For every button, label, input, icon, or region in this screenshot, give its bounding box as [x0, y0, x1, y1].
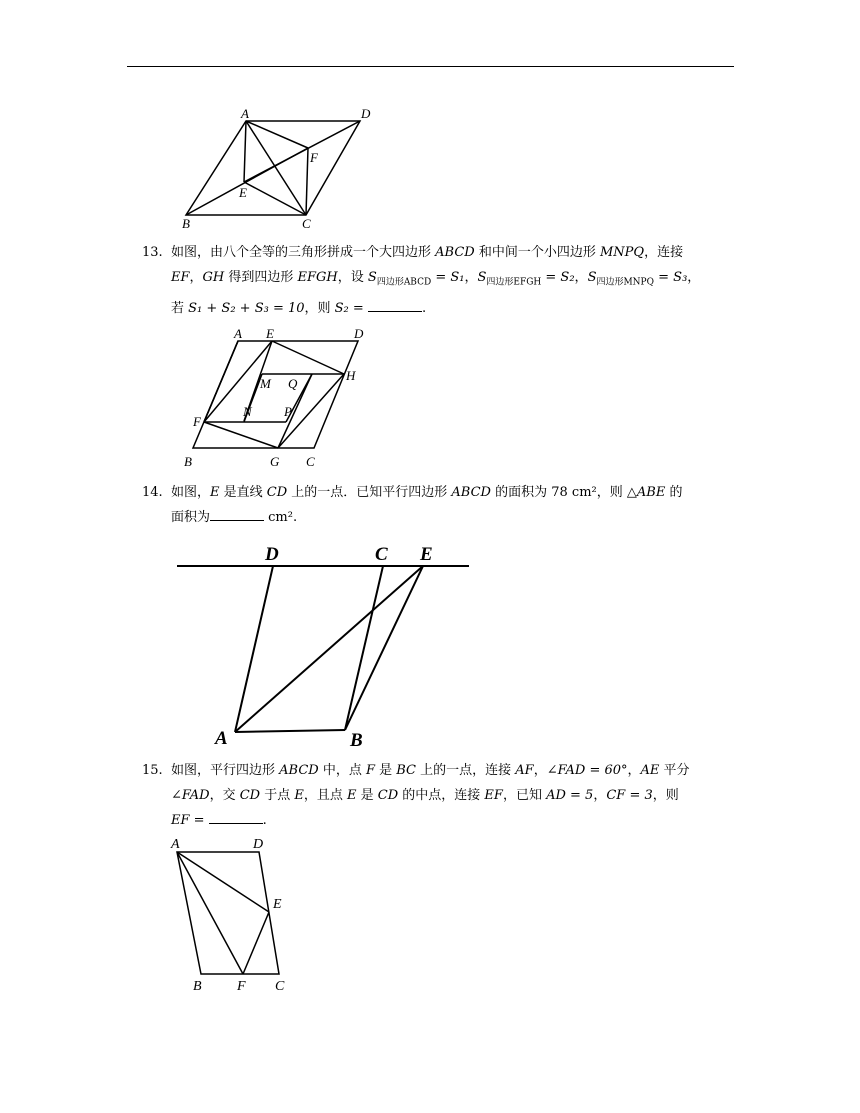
q13-text: ，连接 [644, 245, 684, 260]
label-a: A [234, 326, 242, 341]
figure-q15 [165, 836, 305, 996]
question-number: 13. [142, 245, 163, 260]
math-cd: CD [266, 485, 288, 500]
q14-text: 上的一点．已知平行四边形 [287, 485, 452, 500]
label-a: A [215, 728, 228, 749]
q15-text: ， [533, 763, 547, 778]
q13-text: 若 [171, 300, 189, 316]
math-mnpq: MNPQ [599, 245, 645, 260]
q15-text: 上的一点，连接 [416, 763, 516, 778]
math-abcd: ABCD [451, 485, 491, 500]
question-15 [142, 758, 737, 833]
label-d: D [253, 837, 264, 852]
label-e: E [266, 326, 274, 341]
q15-text: . [262, 813, 267, 828]
q13-line3 [142, 296, 737, 321]
question-number: 14. [142, 485, 163, 500]
q15-text: 是 [356, 788, 378, 803]
math-expr: S₁ + S₂ + S₃ = 10 [188, 300, 305, 316]
math-cd: CD [239, 788, 261, 803]
label-p: P [284, 404, 292, 419]
label-g: G [270, 454, 280, 469]
math-angle: ∠FAD [171, 788, 210, 803]
q15-text: ，交 [209, 788, 240, 803]
math-ae: AE [640, 763, 660, 778]
header-rule [127, 66, 734, 67]
math-f: F [365, 763, 375, 778]
q15-text: 中，点 [318, 763, 366, 778]
q13-text: ， [189, 270, 203, 285]
label-f: F [193, 414, 201, 429]
math-s: S [477, 270, 487, 285]
q15-text: 的中点，连接 [398, 788, 485, 803]
q15-text: ， [593, 788, 607, 803]
label-m: M [260, 376, 271, 391]
math-eq3: = S₃ [654, 270, 688, 285]
math-ef: EF [484, 788, 503, 803]
label-d: D [361, 106, 371, 121]
label-n: N [243, 404, 252, 419]
subscript-efgh: 四边形EFGH [486, 277, 542, 288]
math-cd: CD [377, 788, 399, 803]
label-b: B [184, 454, 192, 469]
q14-line1 [142, 480, 737, 505]
q14-text: 的 [665, 485, 683, 500]
q15-text: ，且点 [303, 788, 348, 803]
label-c: C [375, 544, 388, 565]
label-c: C [302, 216, 311, 231]
q15-text: 是 [375, 763, 397, 778]
math-abcd: ABCD [435, 245, 475, 260]
math-eq1: = S₁ [431, 270, 465, 285]
label-e: E [420, 544, 433, 565]
q13-text: 如图，由八个全等的三角形拼成一个大四边形 [171, 245, 436, 260]
q14-text: 面积为 [171, 510, 211, 525]
label-b: B [350, 730, 363, 751]
label-f: F [237, 979, 246, 994]
figure-q15-svg [165, 836, 305, 996]
figure-q12-svg [170, 100, 390, 235]
q13-line1 [142, 240, 737, 265]
q13-text: . [421, 300, 427, 316]
math-ef: EF = [171, 813, 209, 828]
q13-text: 得到四边形 [224, 270, 298, 285]
label-q: Q [288, 376, 298, 391]
figure-q14 [175, 540, 475, 750]
q13-text: ， [687, 270, 701, 285]
q15-text: 平分 [659, 763, 690, 778]
q15-text: 如图，平行四边形 [171, 763, 280, 778]
math-angle: ∠FAD = 60° [546, 763, 628, 778]
label-c: C [306, 454, 315, 469]
label-c: C [275, 979, 285, 994]
math-abe: ABE [636, 485, 666, 500]
q14-line2 [142, 505, 737, 530]
math-ad: AD = 5 [546, 788, 594, 803]
q13-text: ， [464, 270, 478, 285]
label-e: E [239, 185, 247, 200]
math-e: E [210, 485, 220, 500]
figure-q14-svg [175, 540, 475, 750]
q13-text: 和中间一个小四边形 [474, 245, 600, 260]
math-s2: S₂ = [334, 300, 368, 316]
q15-line1 [142, 758, 737, 783]
question-14 [142, 480, 737, 530]
math-eq2: = S₂ [541, 270, 575, 285]
q15-text: 于点 [260, 788, 295, 803]
math-s: S [367, 270, 377, 285]
q14-text: cm². [264, 510, 298, 525]
figure-q13 [180, 326, 380, 471]
q14-text: 的面积为 78 cm²，则 △ [490, 485, 637, 500]
math-ef: EF [171, 270, 190, 285]
label-b: B [193, 979, 202, 994]
label-b: B [182, 216, 190, 231]
math-af: AF [515, 763, 534, 778]
math-s: S [587, 270, 597, 285]
math-gh: GH [202, 270, 225, 285]
subscript-abcd: 四边形ABCD [376, 277, 432, 288]
answer-blank[interactable] [209, 811, 263, 824]
label-a: A [171, 837, 180, 852]
math-bc: BC [396, 763, 417, 778]
q13-text: ， [574, 270, 588, 285]
math-efgh: EFGH [297, 270, 338, 285]
label-e: E [273, 897, 282, 912]
q15-text: ，则 [652, 788, 679, 803]
q13-text: ，设 [337, 270, 368, 285]
label-h: H [346, 368, 356, 383]
figure-q12 [170, 100, 390, 235]
label-d: D [265, 544, 279, 565]
q15-line3 [142, 808, 737, 833]
q13-line2 [142, 265, 737, 296]
math-cf: CF = 3 [606, 788, 653, 803]
question-number: 15. [142, 763, 163, 778]
label-f: F [310, 150, 318, 165]
q15-text: ， [627, 763, 641, 778]
q13-text: ，则 [304, 300, 335, 316]
q15-line2 [142, 783, 737, 808]
figure-q13-svg [180, 326, 380, 471]
question-13 [142, 240, 737, 321]
answer-blank[interactable] [210, 508, 264, 521]
label-d: D [354, 326, 364, 341]
math-abcd: ABCD [279, 763, 319, 778]
math-e: E [347, 788, 357, 803]
label-a: A [241, 106, 249, 121]
subscript-mnpq: 四边形MNPQ [596, 277, 654, 288]
math-e: E [294, 788, 304, 803]
answer-blank[interactable] [368, 299, 422, 312]
q14-text: 如图， [171, 485, 211, 500]
q14-text: 是直线 [219, 485, 267, 500]
q15-text: ，已知 [502, 788, 547, 803]
